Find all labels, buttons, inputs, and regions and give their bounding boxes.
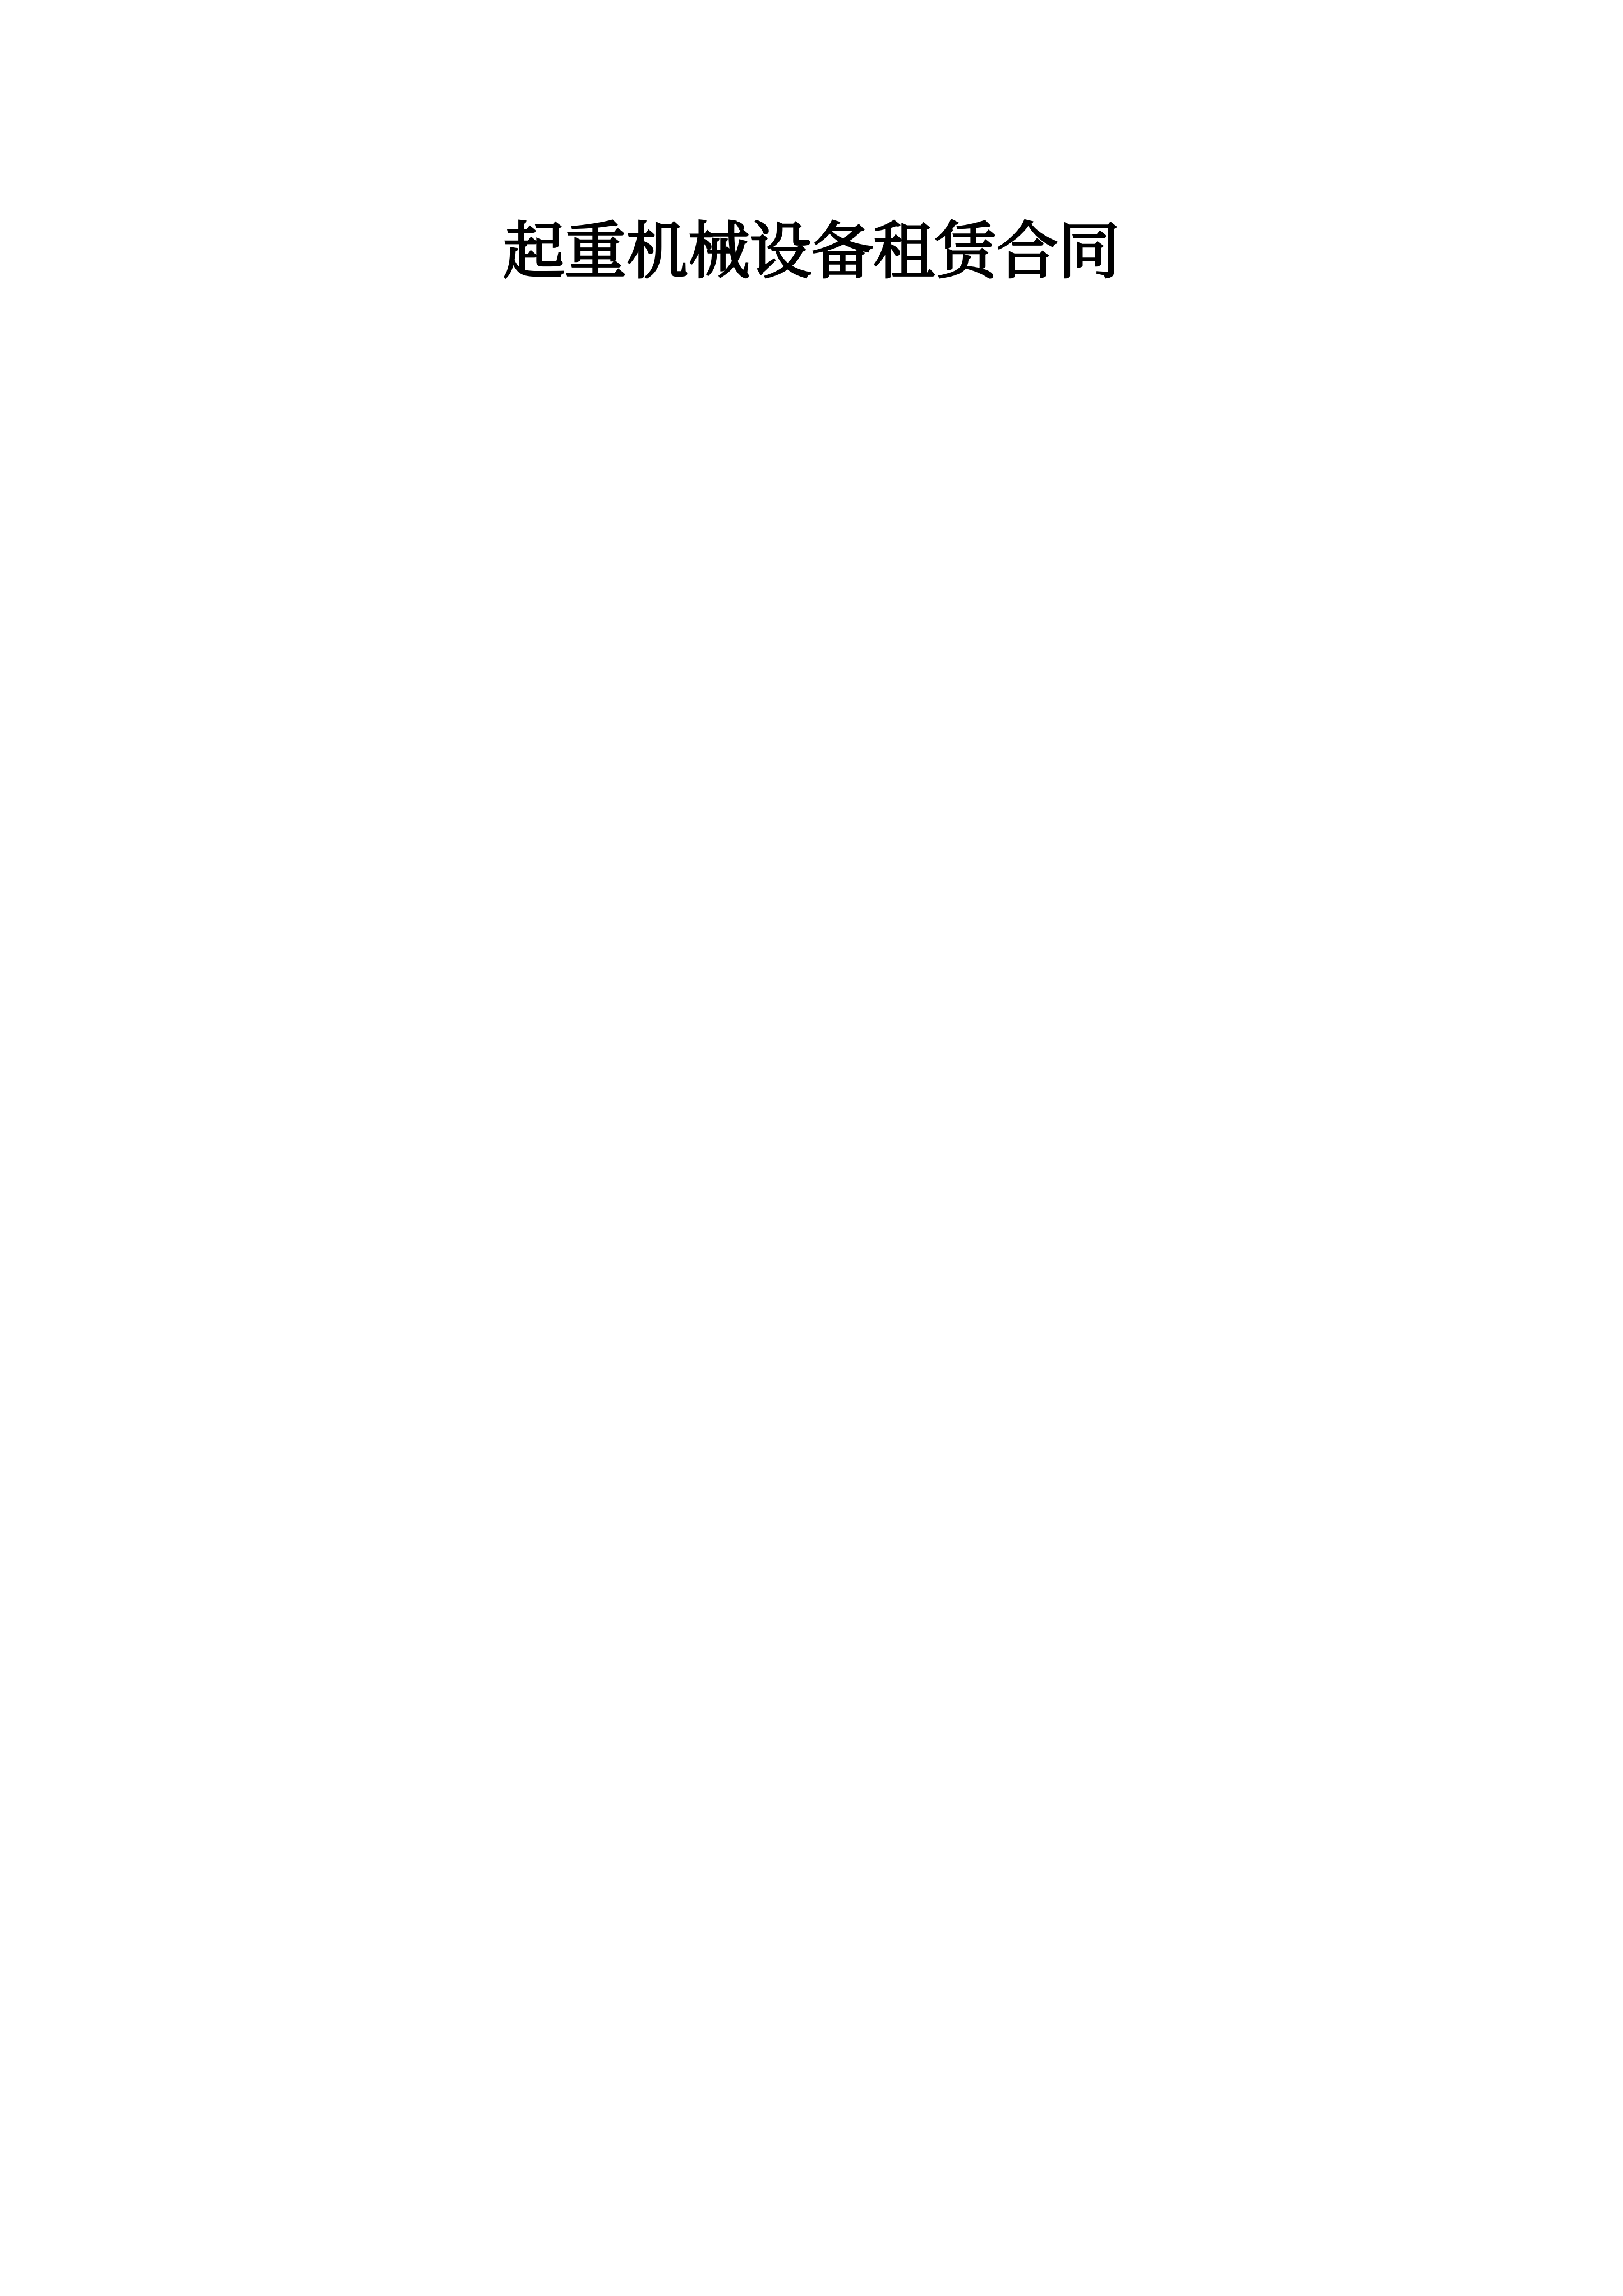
document-title: 起重机械设备租赁合同 xyxy=(503,215,1120,287)
